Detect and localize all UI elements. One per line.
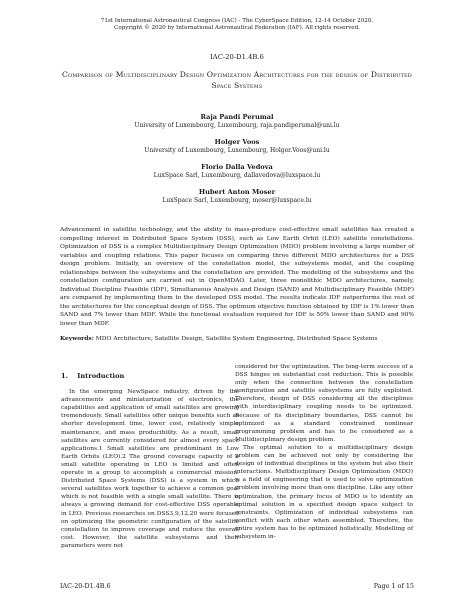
footer-page-number: Page 1 of 15 [373, 582, 414, 590]
conference-line: 71st International Astronautical Congress (IAC) - The CyberSpace Edition, 12-14 October 2020. [100, 18, 374, 24]
section-number: 1. [61, 372, 68, 380]
keywords-text: MDO Architecture, Satellite Design, Satellite System Engineering, Distributed Space Systems [95, 336, 378, 342]
section-heading [61, 372, 239, 380]
abstract: Advancement in satellite technology, and the ability to mass-produce cost-effective small satellites has created a compelling interest in Distributed Space System (DSS), such as Low Earth Orbit (LEO) satellite constellations. Optimization of DSS is a complex Multidisciplinary Design Optimization (MDO) problem involving a large number of variables and coupling relations. This paper focuses on comparing three different MDO architectures for a DSS design problem. Initially, an overview of the constellation model, the subsystems model, and the coupling relationships between the subsystems and the constellation are provided. The modelling of the subsystems and the constellation configuration are carried out in OpenMDAO. Later, three monolithic MDO architectures, namely, Individual Discipline Feasible (IDF), Simultaneous Analysis and Design (SAND) and Multidisciplinary Feasible (MDF) are compared by implementing them to the developed DSS model. The results indicate IDF outperforms the rest of the architectures for the conceptual design of DSS. The optimum objective function obtained by IDF is 1% lower than SAND and 7% lower than MDF. While the functional evaluation required for IDF is 50% lower than SAND and 90% lower than MDF. [60, 227, 414, 327]
author-name: Holger Voos [214, 138, 260, 146]
author-name: Florio Dalla Vedova [201, 163, 273, 171]
keywords [60, 335, 414, 343]
author-block [40, 113, 434, 130]
left-column [61, 372, 239, 550]
section-title: Introduction [77, 372, 125, 380]
conference-header [40, 18, 434, 33]
author-affiliation: University of Luxembourg, Luxembourg, raja.pandiperumal@uni.lu [134, 122, 340, 129]
body-paragraph: In the emerging NewSpace industry, driven by the advancements and miniaturization of electronics, the capabilities and application of small satellites are growing tremendously. Small satellites offer unique benefits such as shorter development time, lower cost, relatively simple maintenance, and mass producibility. As a result, small satellites are currently considered for almost every space applications.1 Small satellites are predominant in Low Earth Orbits (LEO).2 The ground coverage capacity of a small satellite operating in LEO is limited and often operate in a group to accomplish a commercial mission. Distributed Space Systems (DSS) is a system in which several satellites work together to achieve a common goal which is not feasible with a single small satellite. There is always a growing demand for cost-effective DSS operable in LEO. Previous researches on DSS3,9,12,20 were focused on optimizing the geometric configuration of the satellite constellation to improve coverage and reduce the overall cost. However, the satellite subsystems and their parameters were not [61, 389, 239, 549]
author-block [40, 138, 434, 155]
author-block [40, 163, 434, 180]
footer-paper-code: IAC-20-D1.4B.6 [60, 582, 111, 590]
keywords-label: Keywords: [60, 335, 94, 342]
author-name: Raja Pandi Perumal [200, 113, 274, 121]
author-affiliation: University of Luxembourg, Luxembourg, Holger.Voos@uni.lu [144, 147, 330, 154]
author-list [40, 113, 434, 213]
author-name: Hubert Anton Moser [198, 188, 276, 196]
body-paragraph: considered for the optimization. The long-term success of a DSS hinges on substantial cost reduction. This is possible only when the connection between the constellation configuration and satellite subsystems are fully exploited. Therefore, design of DSS considering all the disciplines with interdisciplinary coupling needs to be optimized. Because of its disciplinary boundaries, DSS cannot be optimized as a standard constrained nonlinear programming problem and has to be considered as a Multidisciplinary design problem. [235, 364, 413, 443]
copyright-line: Copyright © 2020 by International Astronautical Federation (IAF). All rights reserved. [114, 25, 360, 32]
author-block [40, 188, 434, 205]
author-affiliation: LuxSpace Sarl, Luxembourg, dallavedova@luxspace.lu [153, 172, 321, 179]
right-column [235, 363, 413, 541]
paper-title: Comparison of Multidisciplinary Design Optimization Architectures for the design of Distributed Space Systems [62, 70, 412, 90]
author-affiliation: LuxSpace Sarl, Luxembourg, moser@luxspace.lu [162, 197, 312, 204]
paper-code: IAC-20-D1.4B.6 [210, 53, 264, 61]
body-paragraph: The optimal solution to a multidisciplinary design problem can be achieved not only by considering the design of individual disciplines in the system but also their interactions. Multidisciplinary Design Optimization (MDO) is a field of engineering that is used to solve optimization problem involving more than one discipline. Like any other optimization, the primary focus of MDO is to identify an optimal solution in a specified design space subject to constraints. Optimization of individual subsystems can conflict with each other when assembled. Therefore, the entire system has to be optimized holistically. Modelling of subsystem in- [235, 444, 413, 540]
